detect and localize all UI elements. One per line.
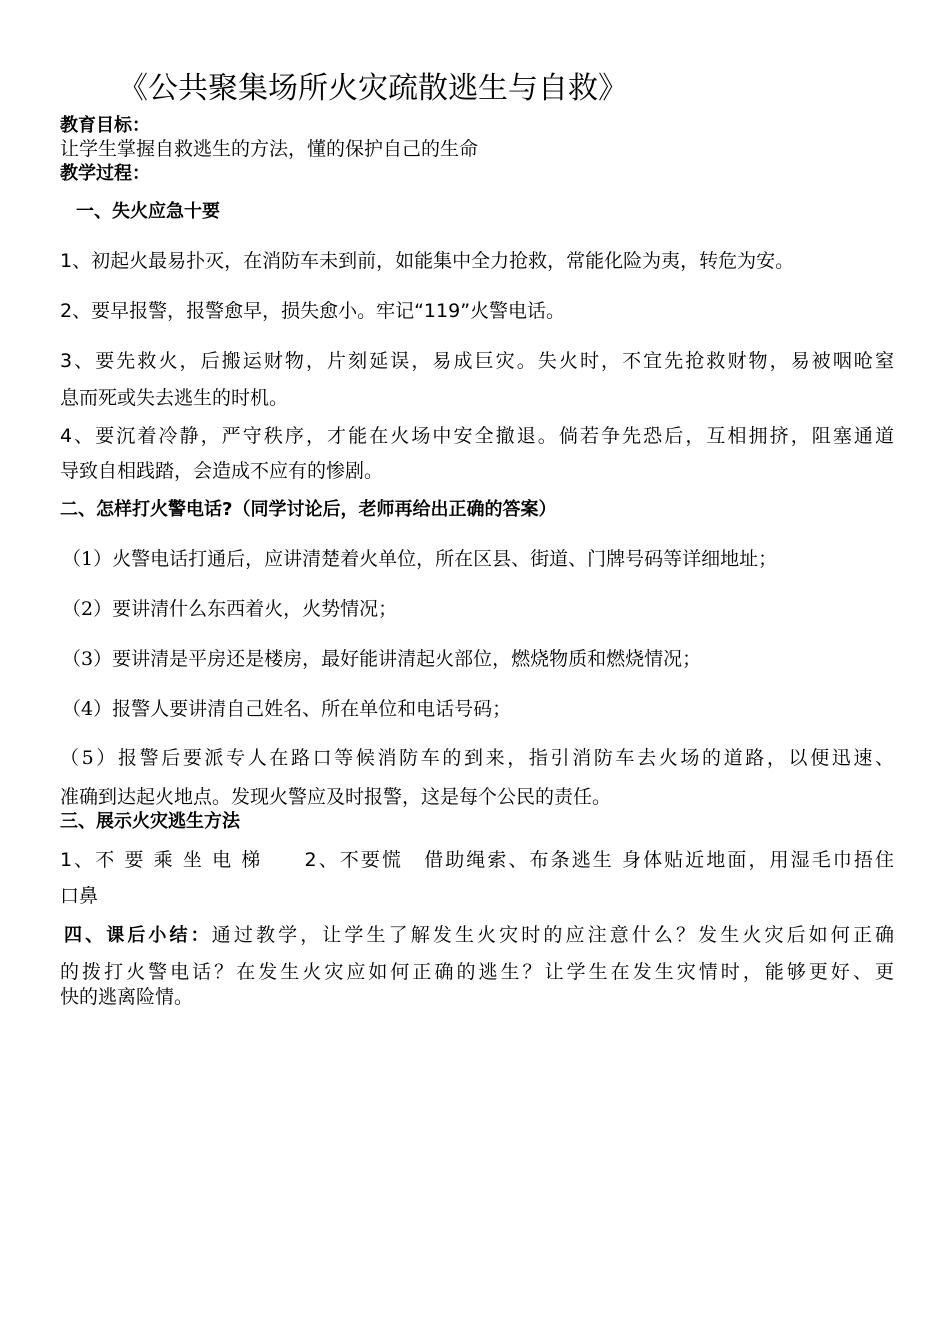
section2-item: （3）要讲清是平房还是楼房，最好能讲清起火部位，燃烧物质和燃烧情况； <box>62 648 702 670</box>
objective-text: 让学生掌握自救逃生的方法，懂的保护自己的生命 <box>60 138 479 160</box>
section1-item: 息而死或失去逃生的时机。 <box>60 387 289 409</box>
section3-heading: 三、展示火灾逃生方法 <box>60 811 240 832</box>
document-title: 《公共聚集场所火灾疏散逃生与自救》 <box>118 71 628 106</box>
section3-line: 口鼻 <box>60 885 99 907</box>
section1-item: 3、要先救火，后搬运财物，片刻延误，易成巨灾。失火时，不宜先抢救财物，易被咽呛窒 <box>60 350 894 372</box>
section4-text: 通过教学，让学生了解发生火灾时的应注意什么？发生火灾后如何正确 <box>211 924 894 946</box>
section1-item: 4、要沉着冷静，严守秩序，才能在火场中安全撤退。倘若争先恐后，互相拥挤，阻塞通道 <box>60 425 894 447</box>
section1-item: 1、初起火最易扑灭，在消防车未到前，如能集中全力抢救，常能化险为夷，转危为安。 <box>60 250 795 272</box>
section1-heading: 一、失火应急十要 <box>76 201 220 222</box>
section4-text: 的拨打火警电话？在发生火灾应如何正确的逃生？让学生在发生灾情时，能够更好、更 <box>60 961 894 983</box>
process-label: 教学过程： <box>60 163 150 184</box>
section2-heading: 二、怎样打火警电话?（同学讨论后，老师再给出正确的答案） <box>60 499 557 520</box>
section1-item: 导致自相践踏，会造成不应有的惨剧。 <box>60 460 384 482</box>
section2-item: （1）火警电话打通后，应讲清楚着火单位，所在区县、街道、门牌号码等详细地址； <box>62 548 778 570</box>
section2-item: （5）报警后要派专人在路口等候消防车的到来，指引消防车去火场的道路，以便迅速、 <box>60 747 894 769</box>
section4-label: 四、课后小结： <box>64 925 212 946</box>
section4-text: 快的逃离险情。 <box>60 986 194 1008</box>
section1-item: 2、要早报警，报警愈早，损失愈小。牢记“119”火警电话。 <box>60 300 566 322</box>
section3-line: 1、不 要 乘 坐 电 梯 2、不要慌 借助绳索、布条逃生 身体贴近地面，用湿毛巾捂住 <box>60 849 894 871</box>
section2-item: （2）要讲清什么东西着火，火势情况； <box>62 598 398 620</box>
section2-item: （4）报警人要讲清自己姓名、所在单位和电话号码； <box>62 698 512 720</box>
section2-item: 准确到达起火地点。发现火警应及时报警，这是每个公民的责任。 <box>60 786 612 808</box>
section4-first-line <box>64 923 894 948</box>
objective-label: 教育目标： <box>60 115 150 136</box>
